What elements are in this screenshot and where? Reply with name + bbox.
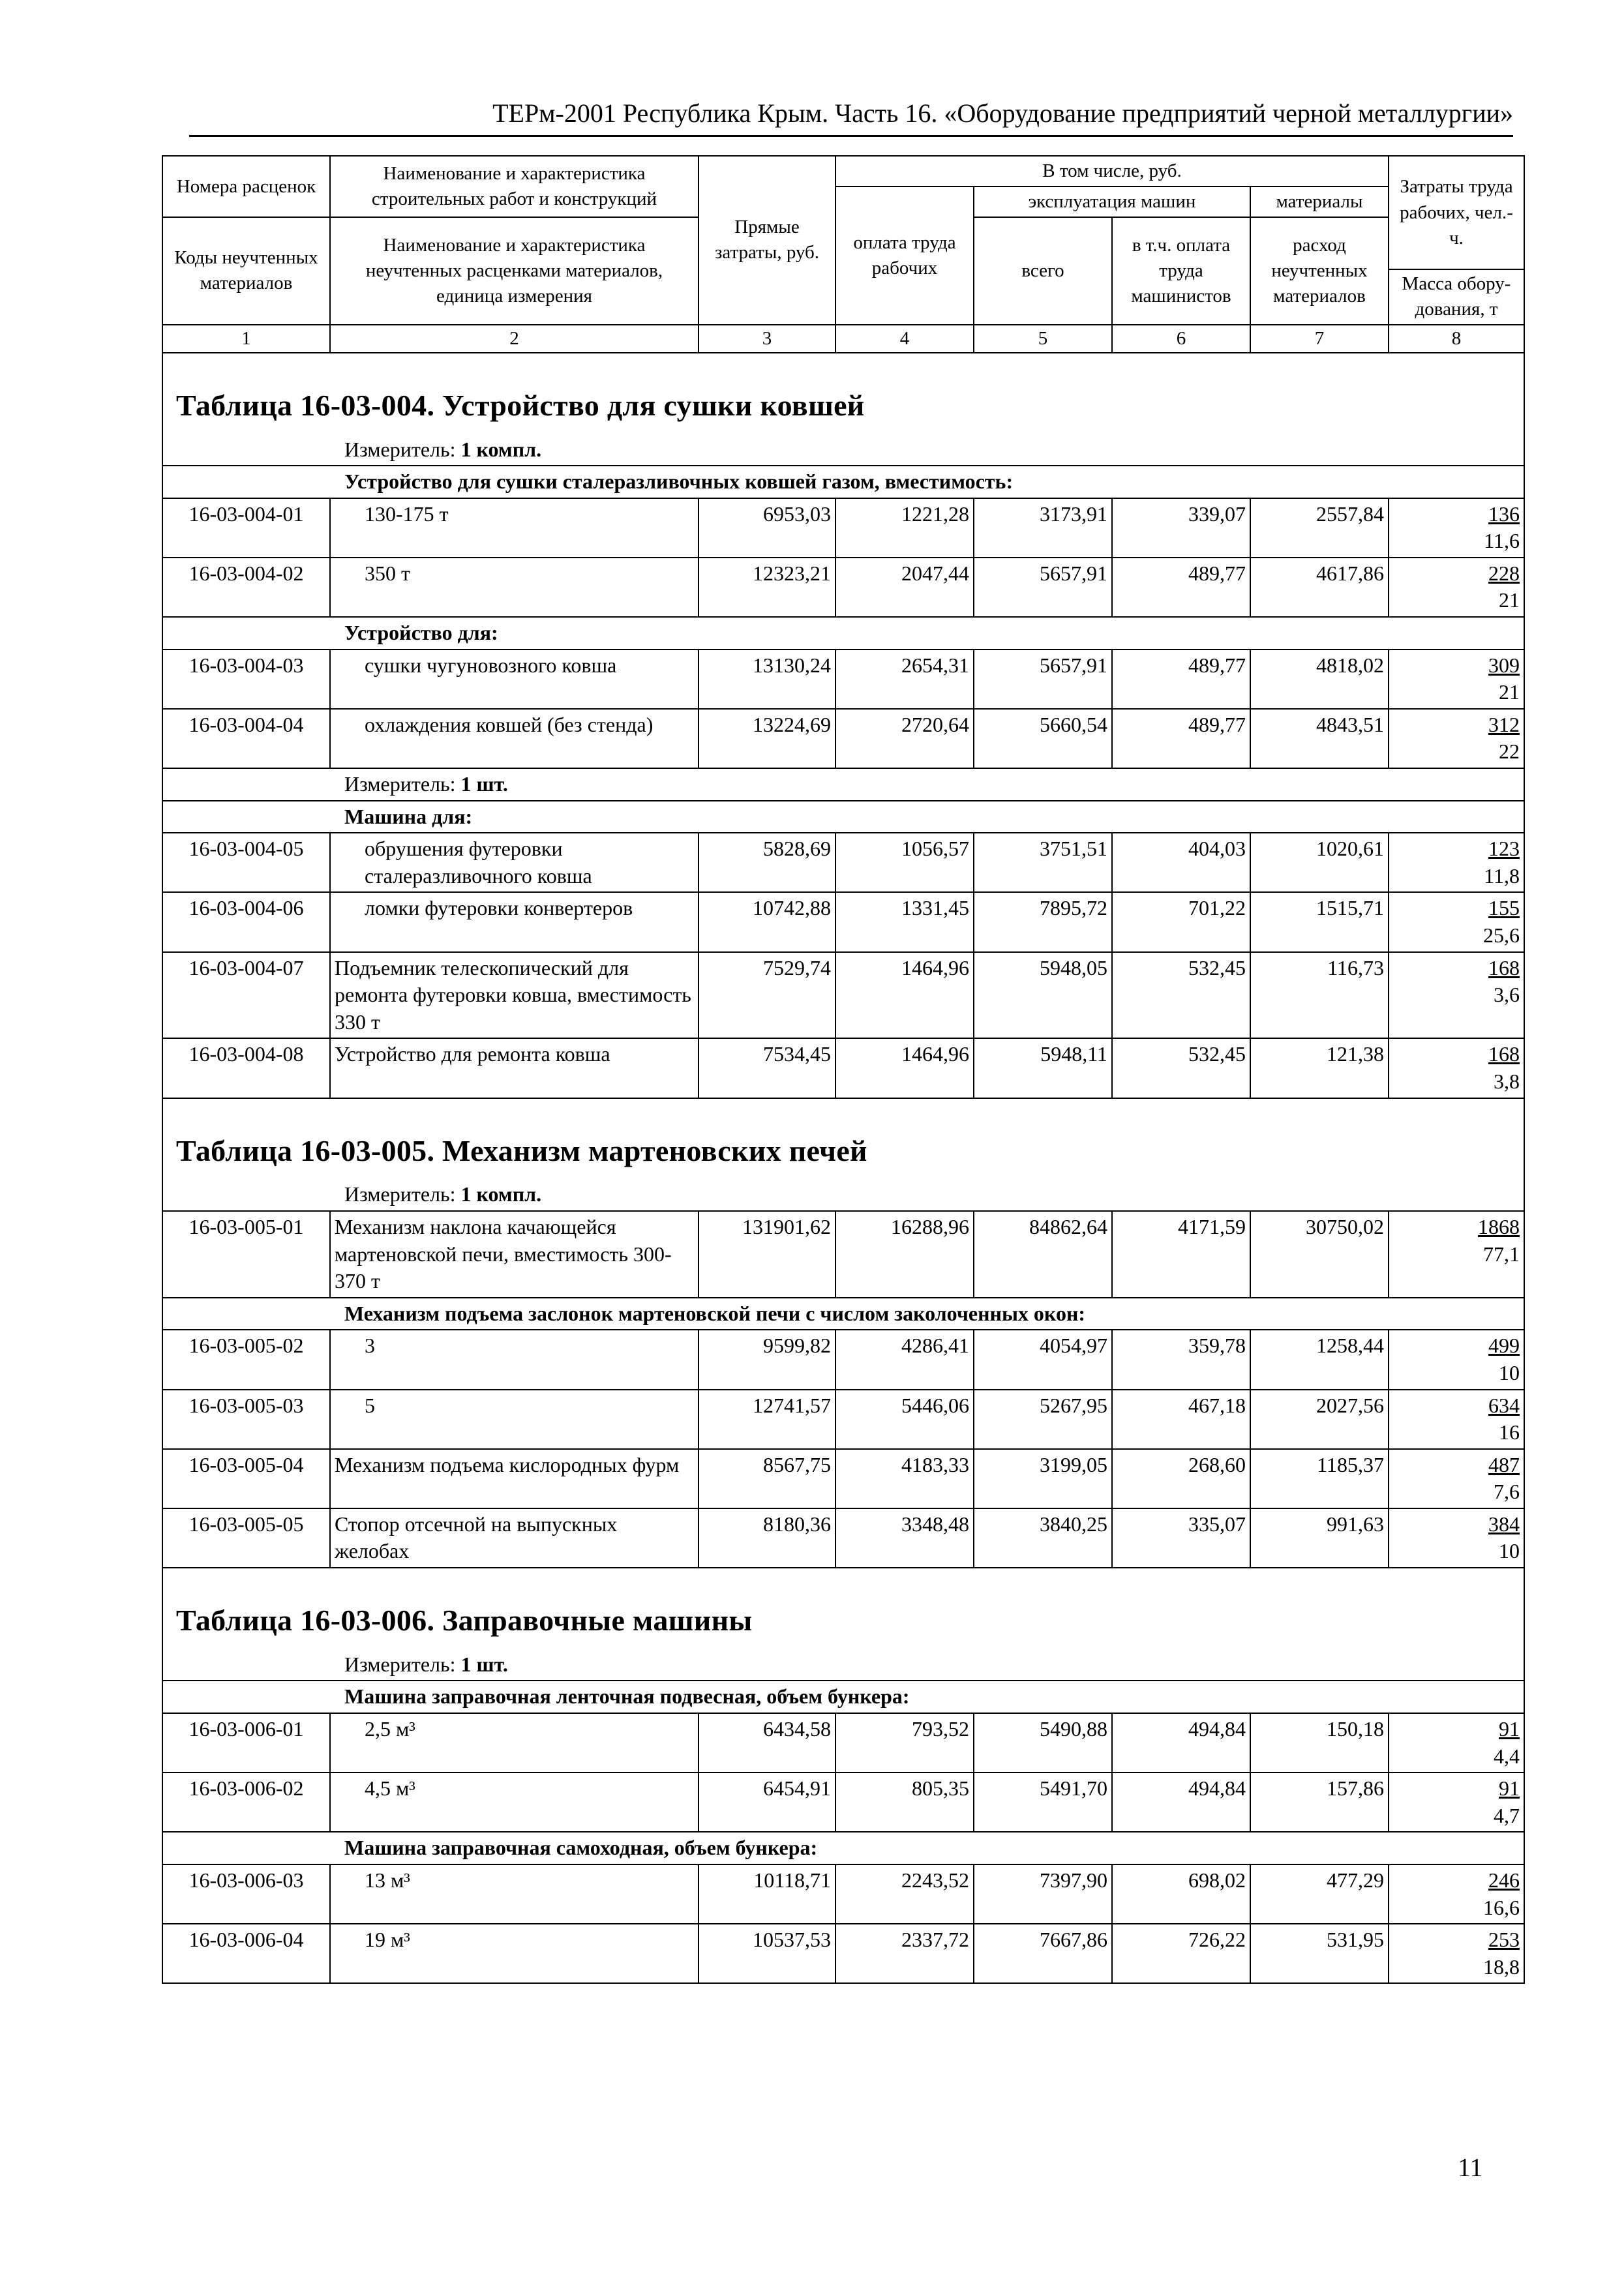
col-machines: эксплуатация машин — [974, 187, 1250, 217]
materials-cost: 531,95 — [1250, 1924, 1389, 1983]
measure-unit — [162, 434, 1524, 466]
subheading: Машина для: — [162, 801, 1524, 833]
table-row — [162, 1773, 1524, 1832]
labor-hours: 1868 — [1478, 1214, 1520, 1238]
equipment-mass: 77,1 — [1483, 1242, 1520, 1266]
materials-cost: 1515,71 — [1250, 892, 1389, 951]
measure-row — [162, 434, 1524, 466]
labor-pay: 16288,96 — [835, 1211, 974, 1298]
measure-label: Измеритель: — [344, 1182, 461, 1206]
labor-and-mass — [1389, 1330, 1524, 1389]
equipment-mass: 10 — [1499, 1360, 1520, 1384]
rates-table — [162, 155, 1525, 1984]
materials-cost: 4843,51 — [1250, 709, 1389, 768]
measure-unit — [162, 1179, 1524, 1211]
machines-total: 5490,88 — [974, 1713, 1112, 1773]
labor-pay: 5446,06 — [835, 1390, 974, 1449]
measure-unit — [162, 1649, 1524, 1681]
labor-and-mass — [1389, 1924, 1524, 1983]
rate-code: 16-03-004-08 — [162, 1038, 330, 1098]
direct-costs: 10537,53 — [699, 1924, 835, 1983]
labor-pay: 805,35 — [835, 1773, 974, 1832]
equipment-mass: 16 — [1499, 1420, 1520, 1444]
labor-hours: 168 — [1488, 1042, 1520, 1066]
subheading: Устройство для: — [162, 617, 1524, 650]
labor-hours: 309 — [1488, 653, 1520, 677]
subheading-row — [162, 801, 1524, 833]
subheading-row — [162, 617, 1524, 650]
machines-total: 3199,05 — [974, 1449, 1112, 1508]
labor-pay: 2720,64 — [835, 709, 974, 768]
materials-cost: 991,63 — [1250, 1508, 1389, 1568]
labor-hours: 91 — [1499, 1717, 1520, 1741]
machines-total: 5948,11 — [974, 1038, 1112, 1098]
rate-name: 5 — [330, 1390, 699, 1449]
direct-costs: 7534,45 — [699, 1038, 835, 1098]
machinist-pay: 494,84 — [1112, 1773, 1250, 1832]
labor-and-mass — [1389, 892, 1524, 951]
labor-hours: 123 — [1488, 837, 1520, 861]
equipment-mass: 22 — [1499, 740, 1520, 764]
rate-name: Стопор отсечной на выпускных желобах — [330, 1508, 699, 1568]
table-row — [162, 952, 1524, 1039]
labor-hours: 228 — [1488, 561, 1520, 585]
rate-name: Механизм подъема кислородных фурм — [330, 1449, 699, 1508]
rate-code: 16-03-005-02 — [162, 1330, 330, 1389]
col-number: 1 — [162, 325, 330, 353]
table-row — [162, 1864, 1524, 1924]
materials-cost: 116,73 — [1250, 952, 1389, 1039]
subheading-row — [162, 1832, 1524, 1864]
equipment-mass: 21 — [1499, 588, 1520, 612]
column-numbers-row — [162, 325, 1524, 353]
rate-name: 2,5 м³ — [330, 1713, 699, 1773]
equipment-mass: 11,8 — [1484, 863, 1520, 888]
labor-pay: 1464,96 — [835, 1038, 974, 1098]
subheading: Машина заправочная самоходная, объем бункера: — [162, 1832, 1524, 1864]
table-row — [162, 558, 1524, 617]
labor-and-mass — [1389, 498, 1524, 558]
machines-total: 5491,70 — [974, 1773, 1112, 1832]
equipment-mass: 7,6 — [1494, 1480, 1520, 1504]
labor-and-mass — [1389, 952, 1524, 1039]
col-material-names: Наименование и характеристика неучтенных расценками материалов, единица измерения — [330, 217, 699, 324]
machines-total: 5948,05 — [974, 952, 1112, 1039]
machines-total: 7895,72 — [974, 892, 1112, 951]
subheading-row — [162, 1681, 1524, 1713]
equipment-mass: 10 — [1499, 1539, 1520, 1563]
col-direct-costs: Прямые затраты, руб. — [699, 156, 835, 325]
labor-pay: 1056,57 — [835, 833, 974, 892]
col-number: 8 — [1389, 325, 1524, 353]
col-number: 4 — [835, 325, 974, 353]
materials-cost: 4818,02 — [1250, 650, 1389, 709]
materials-cost: 1020,61 — [1250, 833, 1389, 892]
labor-pay: 2337,72 — [835, 1924, 974, 1983]
machines-total: 84862,64 — [974, 1211, 1112, 1298]
col-machines-total: всего — [974, 217, 1112, 324]
labor-and-mass — [1389, 1773, 1524, 1832]
measure-unit — [162, 768, 1524, 801]
rate-code: 16-03-004-02 — [162, 558, 330, 617]
col-number: 3 — [699, 325, 835, 353]
subheading: Устройство для сушки сталеразливочных ковшей газом, вместимость: — [162, 466, 1524, 498]
subheading: Машина заправочная ленточная подвесная, объем бункера: — [162, 1681, 1524, 1713]
section-title-row — [162, 353, 1524, 434]
direct-costs: 12323,21 — [699, 558, 835, 617]
rate-code: 16-03-006-02 — [162, 1773, 330, 1832]
direct-costs: 13224,69 — [699, 709, 835, 768]
measure-value: 1 компл. — [460, 437, 542, 461]
materials-cost: 4617,86 — [1250, 558, 1389, 617]
direct-costs: 6454,91 — [699, 1773, 835, 1832]
labor-hours: 168 — [1488, 955, 1520, 980]
equipment-mass: 3,6 — [1494, 983, 1520, 1007]
labor-pay: 1464,96 — [835, 952, 974, 1039]
rate-name: 13 м³ — [330, 1864, 699, 1924]
materials-cost: 1185,37 — [1250, 1449, 1389, 1508]
table-row — [162, 1390, 1524, 1449]
direct-costs: 13130,24 — [699, 650, 835, 709]
labor-pay: 3348,48 — [835, 1508, 974, 1568]
labor-pay: 793,52 — [835, 1713, 974, 1773]
subheading: Механизм подъема заслонок мартеновской печи с числом заколоченных окон: — [162, 1298, 1524, 1330]
labor-pay: 2654,31 — [835, 650, 974, 709]
rate-name: сушки чугуновозного ковша — [330, 650, 699, 709]
machinist-pay: 335,07 — [1112, 1508, 1250, 1568]
machinist-pay: 701,22 — [1112, 892, 1250, 951]
labor-and-mass — [1389, 709, 1524, 768]
materials-cost: 30750,02 — [1250, 1211, 1389, 1298]
machinist-pay: 339,07 — [1112, 498, 1250, 558]
equipment-mass: 18,8 — [1483, 1954, 1520, 1979]
rate-name: обрушения футеровки сталеразливочного ковша — [330, 833, 699, 892]
table-row — [162, 1449, 1524, 1508]
machines-total: 5660,54 — [974, 709, 1112, 768]
direct-costs: 7529,74 — [699, 952, 835, 1039]
direct-costs: 8567,75 — [699, 1449, 835, 1508]
labor-hours: 155 — [1488, 896, 1520, 920]
rate-code: 16-03-005-04 — [162, 1449, 330, 1508]
rate-name: Устройство для ремонта ковша — [330, 1038, 699, 1098]
machinist-pay: 698,02 — [1112, 1864, 1250, 1924]
measure-label: Измеритель: — [344, 437, 461, 461]
section-title: Таблица 16-03-006. Заправочные машины — [162, 1568, 1524, 1649]
table-header — [162, 156, 1524, 353]
machinist-pay: 489,77 — [1112, 709, 1250, 768]
machines-total: 3840,25 — [974, 1508, 1112, 1568]
rate-name: 350 т — [330, 558, 699, 617]
rate-code: 16-03-005-01 — [162, 1211, 330, 1298]
rate-code: 16-03-004-06 — [162, 892, 330, 951]
materials-cost: 2027,56 — [1250, 1390, 1389, 1449]
labor-hours: 499 — [1488, 1334, 1520, 1358]
labor-pay: 2047,44 — [835, 558, 974, 617]
table-row — [162, 650, 1524, 709]
labor-hours: 246 — [1488, 1868, 1520, 1893]
machinist-pay: 726,22 — [1112, 1924, 1250, 1983]
labor-hours: 136 — [1488, 501, 1520, 526]
materials-cost: 2557,84 — [1250, 498, 1389, 558]
direct-costs: 8180,36 — [699, 1508, 835, 1568]
machines-total: 7397,90 — [974, 1864, 1112, 1924]
direct-costs: 6434,58 — [699, 1713, 835, 1773]
machinist-pay: 359,78 — [1112, 1330, 1250, 1389]
machines-total: 3751,51 — [974, 833, 1112, 892]
subheading-row — [162, 1298, 1524, 1330]
rate-name: 130-175 т — [330, 498, 699, 558]
machinist-pay: 4171,59 — [1112, 1211, 1250, 1298]
measure-label: Измеритель: — [344, 1652, 461, 1676]
direct-costs: 10118,71 — [699, 1864, 835, 1924]
table-row — [162, 709, 1524, 768]
measure-value: 1 шт. — [460, 1652, 508, 1676]
col-labor-pay: оплата труда рабочих — [835, 187, 974, 324]
rate-name: 4,5 м³ — [330, 1773, 699, 1832]
col-equipment-mass: Масса обору-дования, т — [1389, 269, 1524, 324]
section-title-row — [162, 1098, 1524, 1180]
table-row — [162, 1924, 1524, 1983]
labor-and-mass — [1389, 1211, 1524, 1298]
equipment-mass: 4,4 — [1494, 1744, 1520, 1768]
col-number: 5 — [974, 325, 1112, 353]
rate-name: 19 м³ — [330, 1924, 699, 1983]
section-title: Таблица 16-03-004. Устройство для сушки ковшей — [162, 353, 1524, 434]
labor-pay: 4183,33 — [835, 1449, 974, 1508]
equipment-mass: 11,6 — [1484, 529, 1520, 553]
labor-hours: 634 — [1488, 1393, 1520, 1417]
col-material-codes: Коды неучтенных материалов — [162, 217, 330, 324]
machines-total: 4054,97 — [974, 1330, 1112, 1389]
rate-code: 16-03-004-01 — [162, 498, 330, 558]
machines-total: 5657,91 — [974, 558, 1112, 617]
section-title: Таблица 16-03-005. Механизм мартеновских печей — [162, 1098, 1524, 1180]
materials-cost: 1258,44 — [1250, 1330, 1389, 1389]
labor-pay: 1221,28 — [835, 498, 974, 558]
col-materials: материалы — [1250, 187, 1389, 217]
col-material-usage: расход неучтенных материалов — [1250, 217, 1389, 324]
rate-code: 16-03-004-04 — [162, 709, 330, 768]
col-including: В том числе, руб. — [835, 156, 1389, 187]
labor-hours: 312 — [1488, 712, 1520, 736]
labor-and-mass — [1389, 833, 1524, 892]
labor-and-mass — [1389, 1508, 1524, 1568]
materials-cost: 150,18 — [1250, 1713, 1389, 1773]
table-row — [162, 1330, 1524, 1389]
direct-costs: 9599,82 — [699, 1330, 835, 1389]
direct-costs: 5828,69 — [699, 833, 835, 892]
rate-code: 16-03-004-03 — [162, 650, 330, 709]
labor-pay: 1331,45 — [835, 892, 974, 951]
col-number: 2 — [330, 325, 699, 353]
direct-costs: 12741,57 — [699, 1390, 835, 1449]
machinist-pay: 268,60 — [1112, 1449, 1250, 1508]
equipment-mass: 25,6 — [1483, 923, 1520, 947]
machinist-pay: 532,45 — [1112, 1038, 1250, 1098]
materials-cost: 157,86 — [1250, 1773, 1389, 1832]
direct-costs: 10742,88 — [699, 892, 835, 951]
measure-row — [162, 1179, 1524, 1211]
measure-label: Измеритель: — [344, 772, 461, 796]
table-row — [162, 498, 1524, 558]
equipment-mass: 4,7 — [1494, 1803, 1520, 1827]
machinist-pay: 532,45 — [1112, 952, 1250, 1039]
rate-code: 16-03-005-03 — [162, 1390, 330, 1449]
col-number: 7 — [1250, 325, 1389, 353]
machines-total: 3173,91 — [974, 498, 1112, 558]
equipment-mass: 16,6 — [1483, 1895, 1520, 1919]
rate-code: 16-03-004-05 — [162, 833, 330, 892]
machinist-pay: 494,84 — [1112, 1713, 1250, 1773]
labor-hours: 253 — [1488, 1928, 1520, 1952]
table-row — [162, 1713, 1524, 1773]
labor-and-mass — [1389, 1390, 1524, 1449]
labor-pay: 2243,52 — [835, 1864, 974, 1924]
col-work-name: Наименование и характеристика строительных работ и конструкций — [330, 156, 699, 217]
labor-and-mass — [1389, 650, 1524, 709]
subheading-row — [162, 466, 1524, 498]
col-machinist-pay: в т.ч. оплата труда машинистов — [1112, 217, 1250, 324]
rate-code: 16-03-005-05 — [162, 1508, 330, 1568]
table-row — [162, 1211, 1524, 1298]
labor-hours: 487 — [1488, 1452, 1520, 1476]
labor-pay: 4286,41 — [835, 1330, 974, 1389]
materials-cost: 121,38 — [1250, 1038, 1389, 1098]
rate-code: 16-03-006-01 — [162, 1713, 330, 1773]
measure-row — [162, 1649, 1524, 1681]
table-row — [162, 833, 1524, 892]
measure-value: 1 компл. — [460, 1182, 542, 1206]
measure-row — [162, 768, 1524, 801]
table-body — [162, 353, 1524, 1984]
labor-hours: 384 — [1488, 1512, 1520, 1536]
machinist-pay: 404,03 — [1112, 833, 1250, 892]
rate-name: Механизм наклона качающейся мартеновской печи, вместимость 300-370 т — [330, 1211, 699, 1298]
col-rate-numbers: Номера расценок — [162, 156, 330, 217]
section-title-row — [162, 1568, 1524, 1649]
machinist-pay: 489,77 — [1112, 650, 1250, 709]
materials-cost: 477,29 — [1250, 1864, 1389, 1924]
rate-code: 16-03-004-07 — [162, 952, 330, 1039]
rate-name: охлаждения ковшей (без стенда) — [330, 709, 699, 768]
equipment-mass: 21 — [1499, 680, 1520, 704]
machinist-pay: 467,18 — [1112, 1390, 1250, 1449]
table-row — [162, 1508, 1524, 1568]
col-number: 6 — [1112, 325, 1250, 353]
machinist-pay: 489,77 — [1112, 558, 1250, 617]
rate-name: 3 — [330, 1330, 699, 1389]
labor-and-mass — [1389, 1449, 1524, 1508]
rate-name: ломки футеровки конвертеров — [330, 892, 699, 951]
machines-total: 5267,95 — [974, 1390, 1112, 1449]
table-row — [162, 1038, 1524, 1098]
labor-and-mass — [1389, 558, 1524, 617]
rate-code: 16-03-006-03 — [162, 1864, 330, 1924]
labor-and-mass — [1389, 1864, 1524, 1924]
direct-costs: 131901,62 — [699, 1211, 835, 1298]
page-number: 11 — [1458, 2153, 1483, 2182]
measure-value: 1 шт. — [460, 772, 508, 796]
table-row — [162, 892, 1524, 951]
labor-hours: 91 — [1499, 1776, 1520, 1801]
direct-costs: 6953,03 — [699, 498, 835, 558]
page-header: ТЕРм-2001 Республика Крым. Часть 16. «Оборудование предприятий черной металлургии» — [189, 98, 1513, 137]
machines-total: 5657,91 — [974, 650, 1112, 709]
col-labor-costs: Затраты труда рабочих, чел.-ч. — [1389, 156, 1524, 269]
labor-and-mass — [1389, 1713, 1524, 1773]
labor-and-mass — [1389, 1038, 1524, 1098]
machines-total: 7667,86 — [974, 1924, 1112, 1983]
rate-code: 16-03-006-04 — [162, 1924, 330, 1983]
rate-name: Подъемник телескопический для ремонта футеровки ковша, вместимость 330 т — [330, 952, 699, 1039]
equipment-mass: 3,8 — [1494, 1069, 1520, 1093]
